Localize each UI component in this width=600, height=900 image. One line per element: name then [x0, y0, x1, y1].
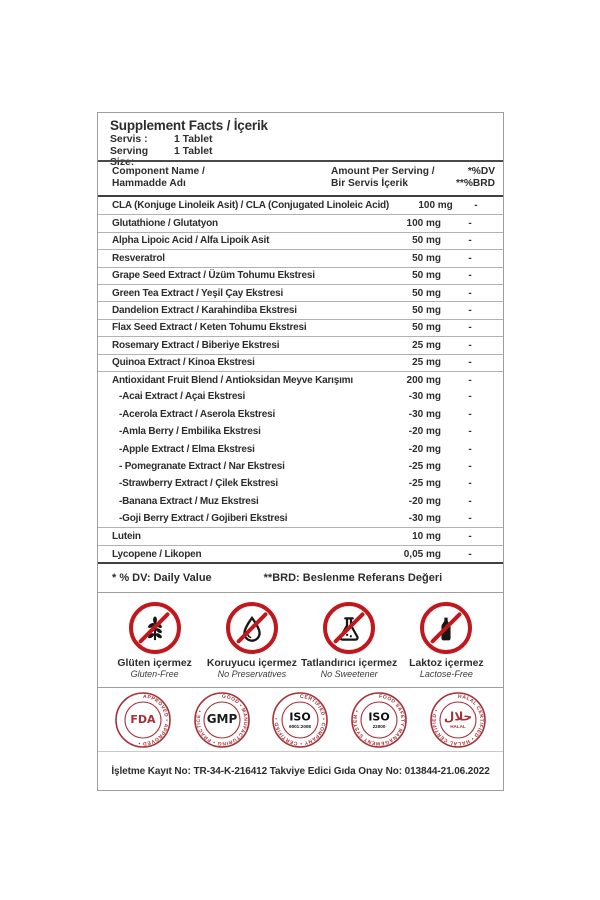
ingredient-amount: 100 mg [406, 218, 441, 230]
supplement-facts-card [97, 112, 504, 791]
halal-stamp-icon [429, 691, 487, 749]
footnote-brd: **BRD: Beslenme Referans Değeri [263, 572, 443, 585]
servis-label: Servis : [110, 134, 148, 145]
drop-icon [238, 614, 266, 642]
ingredient-name: - Pomegranate Extract / Nar Ekstresi [119, 461, 285, 473]
ingredient-row [98, 371, 503, 388]
svg-text:APPROVED • APPROVED •: APPROVED • APPROVED • [137, 693, 170, 746]
ingredient-amount: 50 mg [412, 235, 441, 247]
ingredient-dv: - [468, 531, 472, 543]
prohibition-circle-icon [226, 602, 278, 654]
badge-label-en: No Preservatives [217, 669, 287, 680]
flask-icon [335, 614, 363, 642]
prohibition-circle-icon [420, 602, 472, 654]
free-from-badge [106, 593, 203, 687]
bottle-icon [432, 614, 460, 642]
ingredient-row [98, 354, 503, 371]
badge-label-en: Gluten-Free [130, 669, 179, 680]
ingredient-name: CLA (Konjuge Linoleik Asit) / CLA (Conjugated Linoleic Acid) [112, 200, 390, 212]
ingredient-dv: - [468, 513, 472, 525]
ingredient-amount: -25 mg [408, 461, 441, 473]
fda-stamp-icon [114, 691, 172, 749]
ingredient-row [98, 545, 503, 562]
ingredient-row [98, 510, 503, 527]
ingredient-name: Dandelion Extract / Karahindiba Ekstresi [112, 305, 297, 317]
ingredient-row [98, 493, 503, 510]
ingredient-amount: 200 mg [406, 374, 441, 386]
ingredient-dv: - [468, 235, 472, 247]
column-header-amount-en: Amount Per Serving / [331, 166, 435, 177]
label-header [98, 113, 503, 168]
ingredient-name: -Acai Extract / Açai Ekstresi [119, 391, 246, 403]
ingredient-name: -Strawberry Extract / Çilek Ekstresi [119, 478, 278, 490]
column-header-amount-tr: Bir Servis İçerik [331, 177, 409, 189]
servis-value: 1 Tablet [174, 134, 213, 145]
ingredient-amount: 50 mg [412, 322, 441, 334]
prohibition-circle-icon [129, 602, 181, 654]
ingredient-row [98, 301, 503, 318]
ingredient-name: -Acerola Extract / Aserola Ekstresi [119, 408, 276, 420]
ingredient-dv: - [468, 218, 472, 230]
svg-text:FDA: FDA [130, 712, 156, 726]
column-header-dv-line2: **%BRD [455, 177, 495, 189]
ingredient-dv: - [468, 305, 472, 317]
ingredient-amount: -30 mg [408, 513, 441, 525]
ingredient-amount: 25 mg [412, 357, 441, 369]
ingredient-amount: 50 mg [412, 270, 441, 282]
ingredient-dv: - [468, 548, 472, 560]
iso22000-stamp-icon [350, 691, 408, 749]
ingredient-dv: - [468, 374, 472, 386]
ingredient-row [98, 458, 503, 475]
ingredient-row [98, 284, 503, 301]
badge-label-tr: Koruyucu içermez [206, 658, 297, 670]
ingredient-amount: -20 mg [408, 443, 441, 455]
footnote-row [98, 562, 503, 592]
registration-row [98, 751, 503, 790]
table-column-headers [98, 160, 503, 197]
ingredient-amount: 10 mg [412, 531, 441, 543]
page-title: Supplement Facts / İçerik [110, 118, 268, 133]
svg-text:HALAL: HALAL [449, 723, 466, 729]
ingredient-name: -Amla Berry / Embilika Ekstresi [119, 426, 261, 438]
ingredient-row [98, 527, 503, 544]
svg-text:22000: 22000 [372, 723, 386, 729]
footnote-dv: * % DV: Daily Value [112, 572, 212, 585]
ingredient-row [98, 232, 503, 249]
column-header-name-en: Component Name / [112, 166, 205, 177]
badge-label-tr: Tatlandırıcı içermez [301, 658, 398, 670]
svg-text:GMP: GMP [206, 711, 238, 726]
ingredient-dv: - [468, 495, 472, 507]
svg-text:حلال: حلال [443, 709, 472, 724]
ingredient-dv: - [468, 287, 472, 299]
svg-text:ISO: ISO [289, 710, 312, 724]
column-header-dv [443, 166, 495, 189]
ingredient-amount: -20 mg [408, 495, 441, 507]
svg-text:9001:2008: 9001:2008 [289, 723, 312, 729]
wheat-icon [141, 614, 169, 642]
svg-text:HALAL CERTIFIED • HALAL CERTIF: HALAL CERTIFIED • HALAL CERTIFIED • [431, 693, 484, 746]
ingredient-name: Rosemary Extract / Biberiye Ekstresi [112, 339, 280, 351]
badge-label-en: No Sweetener [320, 669, 378, 680]
column-header-amount [331, 166, 443, 189]
ingredient-dv: - [468, 426, 472, 438]
serving-size-value: 1 Tablet [174, 145, 213, 157]
ingredient-table [98, 197, 503, 562]
ingredient-amount: -20 mg [408, 426, 441, 438]
badge-label-en: Lactose-Free [419, 669, 473, 680]
svg-text:CERTIFIED • COMPANY • CERTIFIE: CERTIFIED • COMPANY • CERTIFIED • [274, 693, 327, 746]
serving-size-label: Serving Size: [110, 145, 149, 168]
ingredient-dv: - [468, 408, 472, 420]
prohibition-circle-icon [323, 602, 375, 654]
ingredient-row [98, 440, 503, 457]
ingredient-dv: - [468, 391, 472, 403]
ingredient-dv: - [468, 478, 472, 490]
free-from-badge [398, 593, 495, 687]
ingredient-name: Quinoa Extract / Kinoa Ekstresi [112, 357, 255, 369]
ingredient-name: -Goji Berry Extract / Gojiberi Ekstresi [119, 513, 288, 525]
free-from-badge [301, 593, 398, 687]
ingredient-amount: -25 mg [408, 478, 441, 490]
ingredient-row [98, 249, 503, 266]
ingredient-row [98, 267, 503, 284]
ingredient-dv: - [468, 461, 472, 473]
svg-text:FOOD SAFETY MANAGEMENT SYSTEM: FOOD SAFETY MANAGEMENT SYSTEM • [352, 693, 406, 746]
ingredient-name: -Apple Extract / Elma Ekstresi [119, 443, 255, 455]
ingredient-name: Resveratrol [112, 252, 165, 264]
ingredient-dv: - [468, 270, 472, 282]
gmp-stamp-icon [193, 691, 251, 749]
ingredient-row [98, 423, 503, 440]
ingredient-name: Lutein [112, 531, 141, 543]
ingredient-row [98, 319, 503, 336]
servis-row [110, 134, 491, 146]
ingredient-row [98, 197, 503, 214]
ingredient-amount: 50 mg [412, 305, 441, 317]
registration-text: İşletme Kayıt No: TR-34-K-216412 Takviye Edici Gıda Onay No: 013844-21.06.2022 [111, 765, 490, 777]
free-from-badge [203, 593, 300, 687]
ingredient-amount: 50 mg [412, 287, 441, 299]
ingredient-row [98, 406, 503, 423]
ingredient-dv: - [468, 252, 472, 264]
ingredient-row [98, 475, 503, 492]
certification-stamps [98, 687, 503, 751]
ingredient-name: Flax Seed Extract / Keten Tohumu Ekstresi [112, 322, 307, 334]
ingredient-name: Glutathione / Glutatyon [112, 218, 218, 230]
column-header-name [112, 166, 331, 189]
ingredient-amount: -30 mg [408, 391, 441, 403]
ingredient-amount: -30 mg [408, 408, 441, 420]
column-header-name-tr: Hammadde Adı [112, 177, 186, 189]
badge-label-tr: Glüten içermez [117, 658, 192, 670]
badge-label-tr: Laktoz içermez [409, 658, 484, 670]
ingredient-dv: - [474, 200, 478, 212]
ingredient-name: Grape Seed Extract / Üzüm Tohumu Ekstresi [112, 270, 315, 282]
ingredient-name: Lycopene / Likopen [112, 548, 202, 560]
ingredient-amount: 25 mg [412, 339, 441, 351]
ingredient-row [98, 336, 503, 353]
ingredient-amount: 100 mg [418, 200, 453, 212]
column-header-dv-line1: *%DV [467, 166, 495, 177]
free-from-badges [98, 592, 503, 687]
ingredient-dv: - [468, 339, 472, 351]
ingredient-dv: - [468, 443, 472, 455]
ingredient-name: Alpha Lipoic Acid / Alfa Lipoik Asit [112, 235, 270, 247]
ingredient-amount: 50 mg [412, 252, 441, 264]
ingredient-dv: - [468, 357, 472, 369]
ingredient-row [98, 388, 503, 405]
iso9001-stamp-icon [271, 691, 329, 749]
ingredient-name: -Banana Extract / Muz Ekstresi [119, 495, 259, 507]
ingredient-dv: - [468, 322, 472, 334]
ingredient-name: Antioxidant Fruit Blend / Antioksidan Meyve Karışımı [112, 374, 353, 386]
svg-text:ISO: ISO [368, 710, 390, 724]
ingredient-amount: 0,05 mg [403, 548, 441, 560]
ingredient-name: Green Tea Extract / Yeşil Çay Ekstresi [112, 287, 284, 299]
svg-text:GOOD • MANUFACTURING • PRACTIC: GOOD • MANUFACTURING • PRACTICE • [195, 693, 249, 746]
ingredient-row [98, 214, 503, 231]
